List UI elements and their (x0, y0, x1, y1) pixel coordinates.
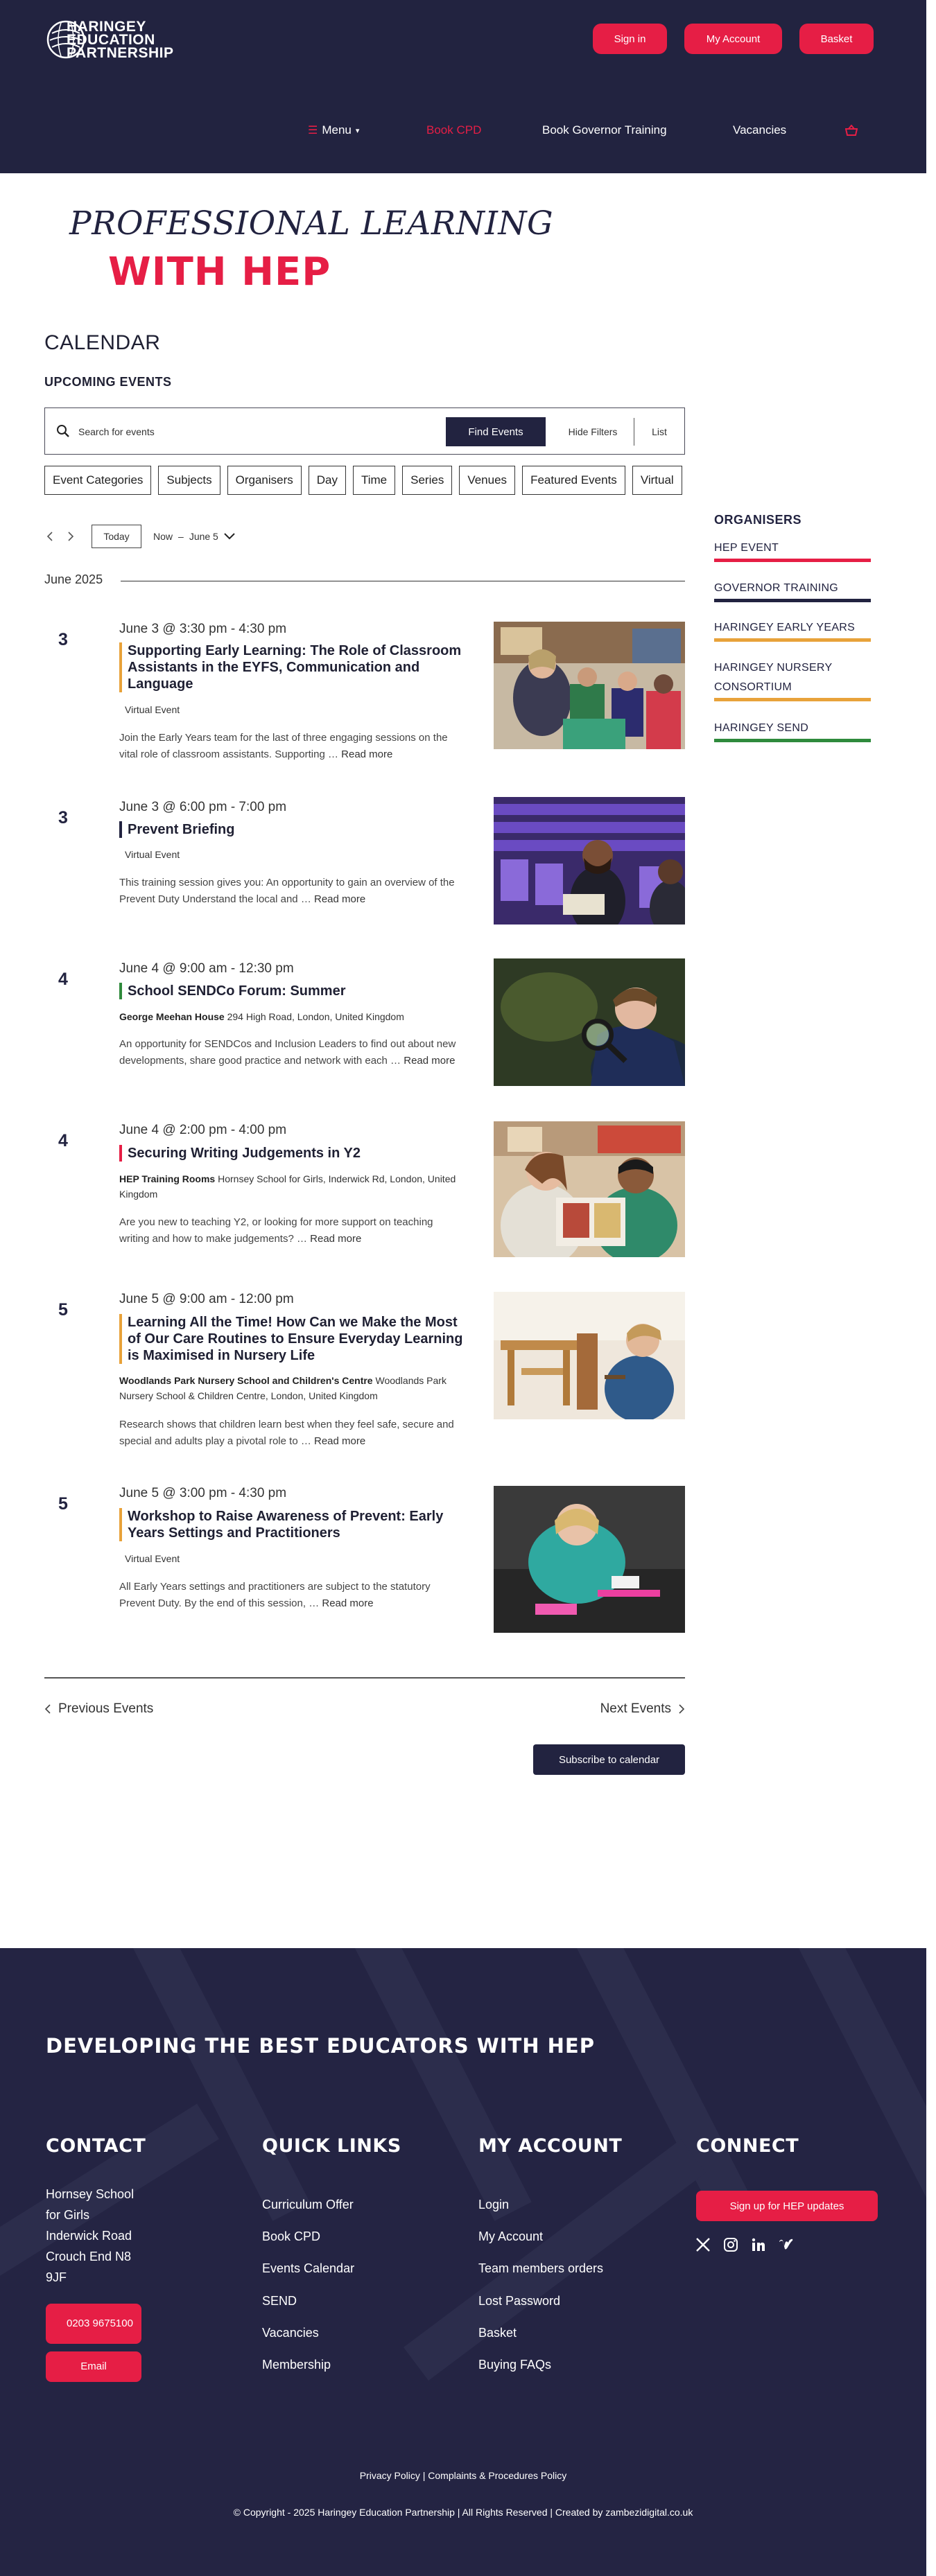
event-image[interactable] (494, 1292, 685, 1419)
event-image[interactable] (494, 797, 685, 925)
event-description (119, 1579, 465, 1612)
organisers-title: ORGANISERS (714, 513, 802, 527)
range-end: June 5 (189, 531, 218, 542)
event-description (119, 1214, 465, 1247)
quick-link-curriculum-offer[interactable]: Curriculum Offer (262, 2198, 354, 2211)
read-more-link[interactable]: Read more (310, 1233, 362, 1245)
event-description-text: This training session gives you: An opportunity to gain an overview of the Prevent Duty Understand the local and … (119, 877, 455, 905)
event-time: June 3 @ 6:00 pm - 7:00 pm (119, 800, 287, 814)
quick-link-membership[interactable]: Membership (262, 2358, 331, 2372)
site-footer (0, 1948, 926, 2576)
event-venue (119, 1009, 465, 1024)
event-description (119, 875, 465, 908)
basket-icon (845, 125, 858, 136)
organiser-color-bar (714, 739, 871, 742)
address-line: Hornsey School (46, 2187, 135, 2201)
today-button[interactable]: Today (92, 525, 141, 548)
event-photo-nursery (494, 1292, 685, 1419)
event-day: 5 (58, 1300, 68, 1320)
next-events-link[interactable] (600, 1701, 685, 1717)
event-day: 3 (58, 630, 68, 649)
account-link-lost-password[interactable]: Lost Password (478, 2294, 561, 2308)
contact-address (46, 2184, 150, 2288)
nav-vacancies[interactable]: Vacancies (733, 123, 787, 137)
organiser-haringey-early-years[interactable] (714, 618, 871, 642)
find-events-button[interactable]: Find Events (446, 417, 546, 446)
event-venue-name: Woodlands Park Nursery School and Children's Centre (119, 1375, 373, 1386)
event-photo-craft (494, 1486, 685, 1633)
hamburger-icon: ☰ (308, 125, 318, 137)
subscribe-to-calendar-button[interactable]: Subscribe to calendar (533, 1744, 685, 1775)
read-more-link[interactable]: Read more (404, 1055, 456, 1067)
event-day: 5 (58, 1494, 68, 1514)
hide-filters-button[interactable]: Hide Filters (568, 426, 618, 437)
calendar-title: CALENDAR (44, 331, 161, 354)
month-separator-label: June 2025 (44, 572, 103, 586)
event-venue-name: HEP Training Rooms (119, 1173, 216, 1184)
organiser-color-bar (714, 599, 871, 602)
event-description-text: Join the Early Years team for the last of three engaging sessions on the vital role of classroom assistants. Supporting … (119, 732, 448, 760)
event-venue-name: George Meehan House (119, 1011, 225, 1022)
event-venue-address: 294 High Road, London, United Kingdom (227, 1011, 404, 1022)
organiser-haringey-send[interactable] (714, 719, 871, 742)
event-title-link[interactable]: School SENDCo Forum: Summer (119, 983, 466, 999)
filter-featured-events[interactable]: Featured Events (522, 466, 625, 495)
organiser-hep-event[interactable] (714, 538, 871, 562)
event-title-link[interactable]: Securing Writing Judgements in Y2 (119, 1145, 466, 1162)
nav-menu-label: Menu (322, 123, 352, 137)
organiser-label: HARINGEY SEND (714, 722, 809, 734)
quick-link-vacancies[interactable]: Vacancies (262, 2326, 319, 2340)
event-time: June 4 @ 2:00 pm - 4:00 pm (119, 1123, 287, 1137)
logo-text (67, 20, 173, 60)
event-venue: Virtual Event (125, 704, 180, 715)
event-title-link[interactable]: Learning All the Time! How Can we Make the Most of Our Care Routines to Ensure Everyday Learning is Maximised in Nursery Life (119, 1314, 466, 1364)
account-link-buying-faqs[interactable]: Buying FAQs (478, 2358, 552, 2372)
chevron-right-icon (678, 1704, 685, 1714)
organiser-label: HEP EVENT (714, 542, 779, 554)
event-image[interactable] (494, 958, 685, 1086)
previous-events-label: Previous Events (58, 1701, 154, 1716)
event-venue-address: Hornsey School for Girls, Inderwick Rd, London, United Kingdom (119, 1173, 456, 1200)
event-venue-address: Woodlands Park Nursery School & Children Centre, London, United Kingdom (119, 1375, 447, 1401)
logo-line-2: EDUCATION (67, 32, 155, 48)
nav-basket[interactable] (845, 116, 858, 144)
event-day: 4 (58, 1131, 68, 1150)
linkedin-icon[interactable] (750, 2236, 767, 2253)
logo-line-1: HARINGEY (67, 19, 146, 35)
filter-venues[interactable]: Venues (459, 466, 515, 495)
site-header (0, 0, 926, 173)
my-account-title: MY ACCOUNT (478, 2135, 623, 2157)
event-description (119, 730, 465, 763)
event-day: 4 (58, 970, 68, 989)
event-venue: Virtual Event (125, 849, 180, 860)
event-row (44, 622, 685, 764)
sign-up-updates-button[interactable]: Sign up for HEP updates (696, 2191, 878, 2221)
event-image[interactable] (494, 1121, 685, 1257)
sign-in-button[interactable]: Sign in (593, 24, 667, 54)
hero-title-line-2: WITH HEP (108, 249, 331, 295)
phone-button[interactable]: 0203 9675100 (46, 2304, 141, 2344)
connect-title: CONNECT (696, 2135, 799, 2157)
account-link-my-account[interactable]: My Account (478, 2229, 544, 2243)
event-image[interactable] (494, 1486, 685, 1633)
quick-link-book-cpd[interactable]: Book CPD (262, 2229, 321, 2243)
quick-links-title: QUICK LINKS (262, 2135, 401, 2157)
event-description-text: Research shows that children learn best when they feel safe, secure and special and adults play a pivotal role to … (119, 1419, 454, 1447)
event-title-link[interactable]: Prevent Briefing (119, 821, 466, 838)
nav-book-cpd[interactable]: Book CPD (426, 123, 482, 137)
chevron-left-icon (46, 532, 54, 541)
event-row (44, 1123, 685, 1265)
quick-link-send[interactable]: SEND (262, 2294, 297, 2308)
event-venue (119, 1171, 465, 1202)
event-description-text: Are you new to teaching Y2, or looking for more support on teaching writing and how to make judgements? … (119, 1216, 433, 1245)
range-start: Now (153, 531, 173, 542)
account-link-basket[interactable]: Basket (478, 2326, 517, 2340)
privacy-policy-link[interactable]: Privacy Policy (359, 2470, 420, 2481)
filter-bar (44, 466, 685, 496)
organiser-haringey-nursery-consortium[interactable] (714, 658, 871, 701)
organiser-color-bar (714, 638, 871, 642)
search-input[interactable] (78, 421, 453, 443)
address-line: 9JF (46, 2270, 67, 2284)
basket-button[interactable]: Basket (799, 24, 874, 54)
organiser-label: HARINGEY EARLY YEARS (714, 622, 856, 633)
x-twitter-icon[interactable] (695, 2236, 711, 2253)
legal-links (0, 2470, 926, 2481)
upcoming-events-title: UPCOMING EVENTS (44, 375, 172, 389)
next-range-button[interactable] (67, 525, 75, 548)
event-time: June 5 @ 9:00 am - 12:00 pm (119, 1292, 294, 1306)
chevron-down-icon (224, 533, 235, 540)
organiser-governor-training[interactable] (714, 579, 871, 602)
event-photo-classroom (494, 622, 685, 749)
organiser-label: GOVERNOR TRAINING (714, 582, 839, 594)
complaints-policy-link[interactable]: Complaints & Procedures Policy (428, 2470, 567, 2481)
hero-title-line-1: PROFESSIONAL LEARNING (69, 204, 554, 243)
my-account-button[interactable]: My Account (684, 24, 782, 54)
event-time: June 3 @ 3:30 pm - 4:30 pm (119, 622, 287, 636)
read-more-link[interactable]: Read more (341, 748, 393, 760)
list-view-button[interactable]: List (652, 426, 667, 437)
footer-tagline: DEVELOPING THE BEST EDUCATORS WITH HEP (46, 2034, 595, 2058)
account-link-team-orders[interactable]: Team members orders (478, 2261, 604, 2275)
filter-subjects[interactable]: Subjects (158, 466, 220, 495)
date-range-selector[interactable] (153, 525, 235, 548)
filter-organisers[interactable]: Organisers (227, 466, 302, 495)
search-icon (56, 424, 70, 438)
event-row (44, 1486, 685, 1633)
event-title-link[interactable]: Supporting Early Learning: The Role of Classroom Assistants in the EYFS, Communication and Language (119, 642, 466, 692)
filter-day[interactable]: Day (309, 466, 346, 495)
filter-time[interactable]: Time (353, 466, 395, 495)
event-day: 3 (58, 808, 68, 827)
previous-events-link[interactable] (44, 1701, 153, 1717)
event-row (44, 1292, 685, 1469)
event-description-text: An opportunity for SENDCos and Inclusion Leaders to find out about new developments, share good practice and network with each … (119, 1038, 456, 1067)
event-description-text: All Early Years settings and practitioners are subject to the statutory Prevent Duty. By the end of this session, … (119, 1581, 431, 1609)
chevron-left-icon (44, 1704, 51, 1714)
contact-title: CONTACT (46, 2135, 146, 2157)
read-more-link[interactable]: Read more (322, 1597, 374, 1609)
event-row (44, 961, 685, 1093)
account-link-login[interactable]: Login (478, 2198, 510, 2211)
read-more-link[interactable]: Read more (314, 893, 366, 905)
email-button[interactable]: Email (46, 2351, 141, 2382)
next-events-label: Next Events (600, 1701, 671, 1716)
legal-separator: | (422, 2470, 428, 2481)
organiser-color-bar (714, 698, 871, 701)
event-photo-magnifier (494, 958, 685, 1086)
prev-range-button[interactable] (46, 525, 54, 548)
vimeo-icon[interactable] (778, 2236, 795, 2253)
event-time: June 5 @ 3:00 pm - 4:30 pm (119, 1486, 287, 1500)
filter-series[interactable]: Series (402, 466, 452, 495)
address-line: for Girls (46, 2208, 89, 2222)
event-photo-reading (494, 1121, 685, 1257)
read-more-link[interactable]: Read more (314, 1435, 366, 1447)
event-venue: Virtual Event (125, 1553, 180, 1564)
filter-event-categories[interactable]: Event Categories (44, 466, 151, 495)
event-description (119, 1417, 465, 1450)
chevron-down-icon: ▾ (355, 126, 360, 135)
events-search-bar (44, 408, 685, 455)
address-line: Crouch End N8 (46, 2250, 132, 2263)
events-bottom-rule (44, 1677, 685, 1679)
event-description (119, 1036, 465, 1069)
event-row (44, 800, 685, 928)
chevron-right-icon (67, 532, 75, 541)
nav-menu[interactable] (308, 116, 359, 144)
event-time: June 4 @ 9:00 am - 12:30 pm (119, 961, 294, 976)
nav-book-governor-training[interactable]: Book Governor Training (542, 123, 667, 137)
quick-link-events-calendar[interactable]: Events Calendar (262, 2261, 355, 2275)
event-title-link[interactable]: Workshop to Raise Awareness of Prevent: Early Years Settings and Practitioners (119, 1508, 466, 1541)
event-photo-auditorium (494, 797, 685, 925)
organiser-color-bar (714, 559, 871, 562)
instagram-icon[interactable] (722, 2236, 739, 2253)
address-line: Inderwick Road (46, 2229, 132, 2243)
event-image[interactable] (494, 622, 685, 749)
event-venue (119, 1373, 465, 1403)
filter-virtual[interactable]: Virtual (632, 466, 682, 495)
range-separator: – (178, 531, 184, 542)
organiser-label: HARINGEY NURSERY CONSORTIUM (714, 662, 833, 693)
logo[interactable] (46, 18, 233, 61)
logo-line-3: PARTNERSHIP (67, 45, 174, 61)
copyright: © Copyright - 2025 Haringey Education Partnership | All Rights Reserved | Created by zambezidigital.co.uk (233, 2507, 693, 2518)
